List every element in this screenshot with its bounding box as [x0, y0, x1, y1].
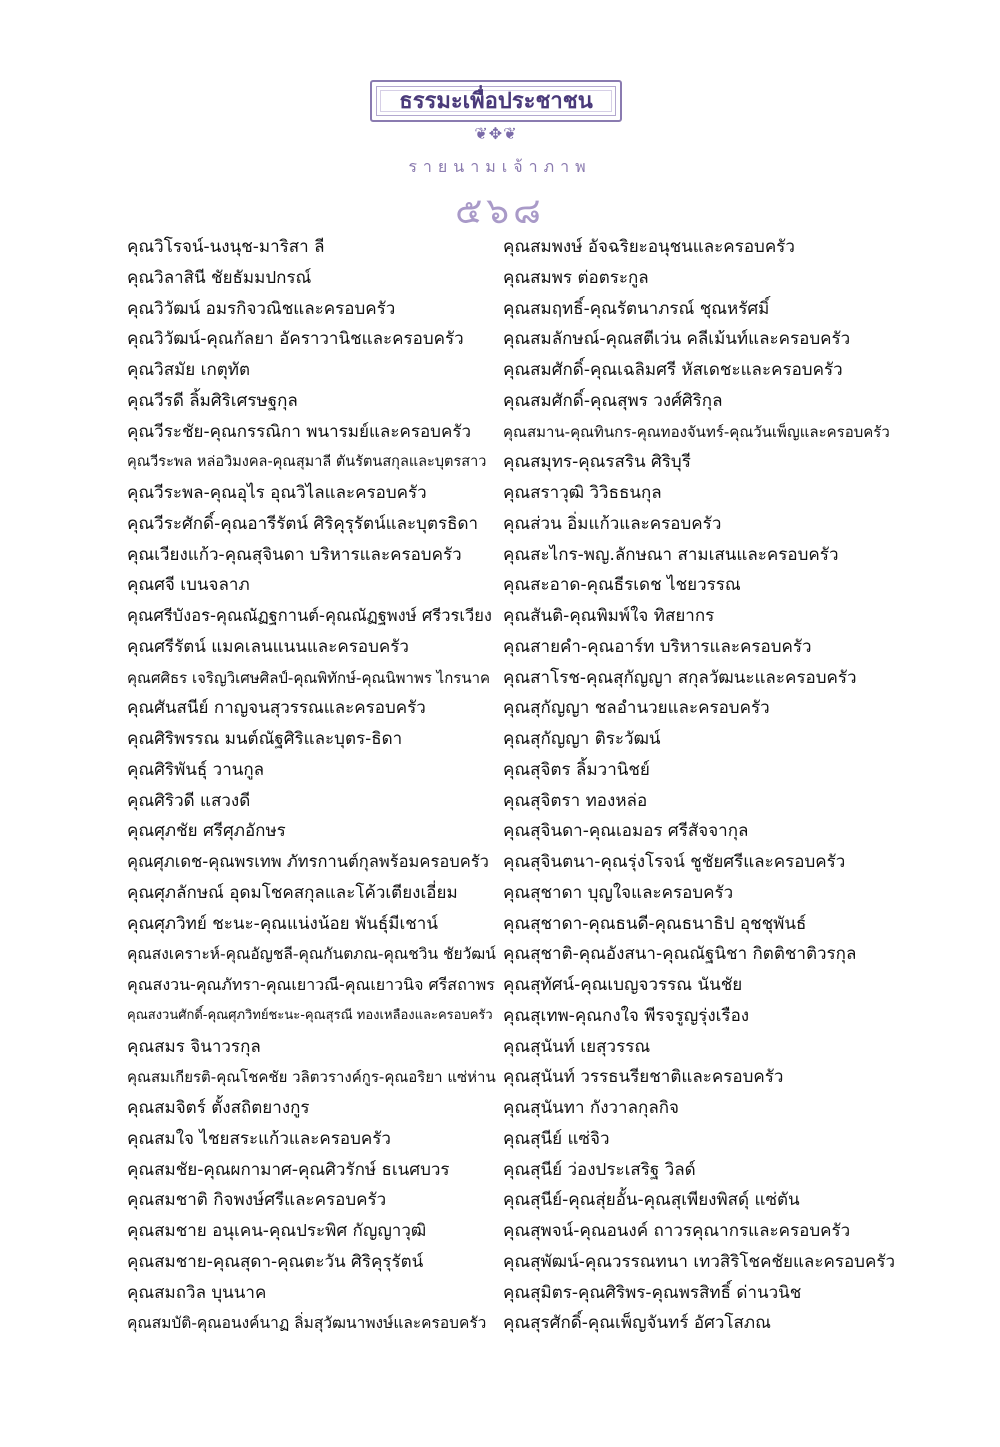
- name-entry: คุณวีระชัย-คุณกรรณิกา พนารมย์และครอบครัว: [127, 421, 472, 442]
- name-entry: คุณสุเทพ-คุณกงใจ พีรจรูญรุ่งเรือง: [503, 1005, 750, 1026]
- name-entry: คุณสาโรช-คุณสุกัญญา สกุลวัฒนะและครอบครัว: [503, 667, 857, 688]
- name-entry: คุณสุจิตร ลิ้มวานิชย์: [503, 759, 650, 780]
- name-entry: คุณศุภเดช-คุณพรเทพ ภัทรกานต์กุลพร้อมครอบครัว: [127, 852, 489, 871]
- name-entry: คุณสมร จินาวรกุล: [127, 1036, 261, 1057]
- name-entry: คุณศุภลักษณ์ อุดมโชคสกุลและโค้วเตียงเอี่ยม: [127, 882, 458, 903]
- name-entry: คุณสุนีย์ ว่องประเสริฐ วิลด์: [503, 1159, 696, 1180]
- logo-title: ธรรมะเพื่อประชาชน: [399, 88, 593, 114]
- name-entry: คุณสุจินตนา-คุณรุ่งโรจน์ ชูชัยศรีและครอบครัว: [503, 852, 846, 872]
- name-entry: คุณสงเคราะห์-คุณอัญชลี-คุณกันตภณ-คุณชวิน ชัยวัฒน์: [127, 945, 496, 964]
- left-name-column: [127, 232, 497, 1339]
- name-entry: คุณศศิธร เจริญวิเศษศิลป์-คุณพิทักษ์-คุณนิพาพร ไกรนาค: [127, 668, 491, 687]
- name-entry: คุณศรีบังอร-คุณณัฏฐกานต์-คุณณัฏฐพงษ์ ศรีวรเวียง: [127, 606, 492, 625]
- name-entry: คุณสุชาดา-คุณธนดี-คุณธนาธิป อุชชุพันธ์: [503, 913, 807, 934]
- name-entry: คุณศรีรัตน์ แมคเลนแนนและครอบครัว: [127, 636, 409, 657]
- name-entry: คุณสุมิตร-คุณศิริพร-คุณพรสิทธิ์ ด่านวนิช: [503, 1282, 802, 1303]
- name-entry: คุณสายคำ-คุณอาร์ท บริหารและครอบครัว: [503, 636, 812, 657]
- name-entry: คุณสุนันท์ วรรธนรียชาติและครอบครัว: [503, 1067, 784, 1088]
- name-entry: คุณสะไกร-พญ.ลักษณา สามเสนและครอบครัว: [503, 544, 839, 565]
- name-entry: คุณวิวัฒน์-คุณกัลยา อัคราวานิชและครอบครัว: [127, 329, 464, 350]
- name-entry: คุณศิริพันธุ์ วานกูล: [127, 759, 265, 780]
- name-entry: คุณศุภวิทย์ ชะนะ-คุณแน่งน้อย พันธุ์มีเชาน์: [127, 913, 438, 934]
- name-entry: คุณสมชัย-คุณผกามาศ-คุณศิวรักษ์ ธเนศบวร: [127, 1159, 450, 1180]
- name-entry: คุณสมุทร-คุณรสริน ศิริบุรี: [503, 452, 691, 473]
- name-entry: คุณสมพร ต่อตระกูล: [503, 267, 649, 288]
- name-entry: คุณสมลักษณ์-คุณสตีเว่น คลีเม้นท์และครอบครัว: [503, 329, 851, 350]
- name-entry: คุณวีรดี ลิ้มศิริเศรษฐกุล: [127, 390, 298, 411]
- name-entry: คุณวีระพล-คุณอุไร อุณวิไลและครอบครัว: [127, 483, 427, 503]
- name-entry: คุณสุนันท์ เยสุวรรณ: [503, 1036, 651, 1057]
- name-entry: คุณสมถวิล บุนนาค: [127, 1282, 267, 1303]
- name-entry: คุณสะอาด-คุณธีรเดช ไชยวรรณ: [503, 575, 741, 596]
- name-entry: คุณสราวุฒิ วิวิธธนกุล: [503, 483, 662, 503]
- right-name-column: [503, 232, 895, 1339]
- name-entry: คุณวิสมัย เกตุทัต: [127, 360, 251, 380]
- name-entry: คุณสงวนศักดิ์-คุณศุภวิทย์ชะนะ-คุณสุรณี ทองเหลืองและครอบครัว: [127, 1007, 493, 1023]
- name-entry: คุณสุชาติ-คุณอังสนา-คุณณัฐนิชา กิตติชาติวรกุล: [503, 944, 857, 965]
- name-entry: คุณสงวน-คุณภัทรา-คุณเยาวณี-คุณเยาวนิจ ศรีสถาพร: [127, 975, 495, 994]
- name-entry: คุณสุทัศน์-คุณเบญจวรรณ นันชัย: [503, 975, 743, 995]
- name-entry: คุณสมฤทธิ์-คุณรัตนาภรณ์ ชุณหรัศมิ์: [503, 298, 770, 319]
- name-entry: คุณวิโรจน์-นงนุช-มาริสา ลี: [127, 237, 325, 257]
- name-entry: คุณเวียงแก้ว-คุณสุจินดา บริหารและครอบครัว: [127, 544, 462, 565]
- name-entry: คุณศิริวดี แสวงดี: [127, 790, 251, 811]
- logo-ornament: ❦✥❦: [474, 124, 518, 143]
- name-entry: คุณวีระพล หล่อวิมงคล-คุณสุมาลี ตันรัตนสกุลและบุตรสาว: [127, 454, 487, 471]
- name-entry: คุณสุนีย์ แซ่จิว: [503, 1128, 610, 1149]
- name-entry: คุณสมจิตร์ ตั้งสถิตยางกูร: [127, 1098, 310, 1118]
- name-entry: คุณสมชาย-คุณสุดา-คุณตะวัน ศิริคุรุรัตน์: [127, 1251, 424, 1272]
- name-entry: คุณสมชาย อนุเคน-คุณประพิศ กัญญาวุฒิ: [127, 1221, 427, 1241]
- name-entry: คุณสุจิตรา ทองหล่อ: [503, 790, 648, 811]
- name-entry: คุณศจี เบนจลาภ: [127, 575, 250, 596]
- name-entry: คุณสมใจ ไชยสระแก้วและครอบครัว: [127, 1128, 391, 1149]
- name-entry: คุณศุภชัย ศรีศุภอักษร: [127, 821, 286, 842]
- name-entry: คุณสุกัญญา ติระวัฒน์: [503, 729, 661, 749]
- name-entry: คุณวีระศักดิ์-คุณอารีรัตน์ ศิริคุรุรัตน์และบุตรธิดา: [127, 513, 479, 534]
- name-entry: คุณศันสนีย์ กาญจนสุวรรณและครอบครัว: [127, 698, 426, 719]
- name-entry: คุณสมพงษ์ อัจฉริยะอนุชนและครอบครัว: [503, 237, 795, 257]
- name-entry: คุณสมาน-คุณทินกร-คุณทองจันทร์-คุณวันเพ็ญและครอบครัว: [503, 422, 890, 441]
- name-entry: คุณวิลาสินี ชัยธัมมปกรณ์: [127, 267, 312, 288]
- name-entry: คุณสุกัญญา ชลอำนวยและครอบครัว: [503, 698, 770, 719]
- name-entry: คุณสุพัฒน์-คุณวรรณทนา เทวสิริโชคชัยและครอบครัว: [503, 1251, 896, 1272]
- name-entry: คุณสุจินดา-คุณเอมอร ศรีสัจจากุล: [503, 821, 749, 842]
- name-entry: คุณสมบัติ-คุณอนงค์นาฏ ลิ่มสุวัฒนาพงษ์และครอบครัว: [127, 1314, 487, 1333]
- name-entry: คุณสมศักดิ์-คุณเฉลิมศรี หัสเดชะและครอบครัว: [503, 360, 843, 380]
- name-entry: คุณส่วน อิ่มแก้วและครอบครัว: [503, 513, 722, 534]
- name-entry: คุณสุนีย์-คุณสุ่ยอั้น-คุณสุเพียงพิสดุ์ แซ่ตัน: [503, 1190, 800, 1211]
- name-entry: คุณสุนันทา กังวาลกุลกิจ: [503, 1098, 679, 1118]
- page-subtitle: รายนามเจ้าภาพ: [408, 157, 592, 176]
- name-entry: คุณศิริพรรณ มนต์ณัฐศิริและบุตร-ธิดา: [127, 729, 403, 749]
- name-entry: คุณสุพจน์-คุณอนงค์ ถาวรคุณากรและครอบครัว: [503, 1221, 851, 1241]
- name-entry: คุณสมชาติ กิจพงษ์ศรีและครอบครัว: [127, 1190, 387, 1211]
- name-entry: คุณสมศักดิ์-คุณสุพร วงศ์ศิริกุล: [503, 390, 723, 411]
- name-entry: คุณวิวัฒน์ อมรกิจวณิชและครอบครัว: [127, 298, 396, 319]
- logo: [370, 80, 622, 150]
- name-entry: คุณสันติ-คุณพิมพ์ใจ ทิสยากร: [503, 606, 715, 626]
- name-entry: คุณสมเกียรติ-คุณโชคชัย วลิตวรางค์กูร-คุณอริยา แซ่ห่าน: [127, 1068, 496, 1087]
- name-entry: คุณสุรศักดิ์-คุณเพ็ญจันทร์ อัศวโสภณ: [503, 1313, 771, 1334]
- name-entry: คุณสุชาดา บุญใจและครอบครัว: [503, 882, 734, 903]
- page-number: ๕๖๘: [455, 191, 545, 232]
